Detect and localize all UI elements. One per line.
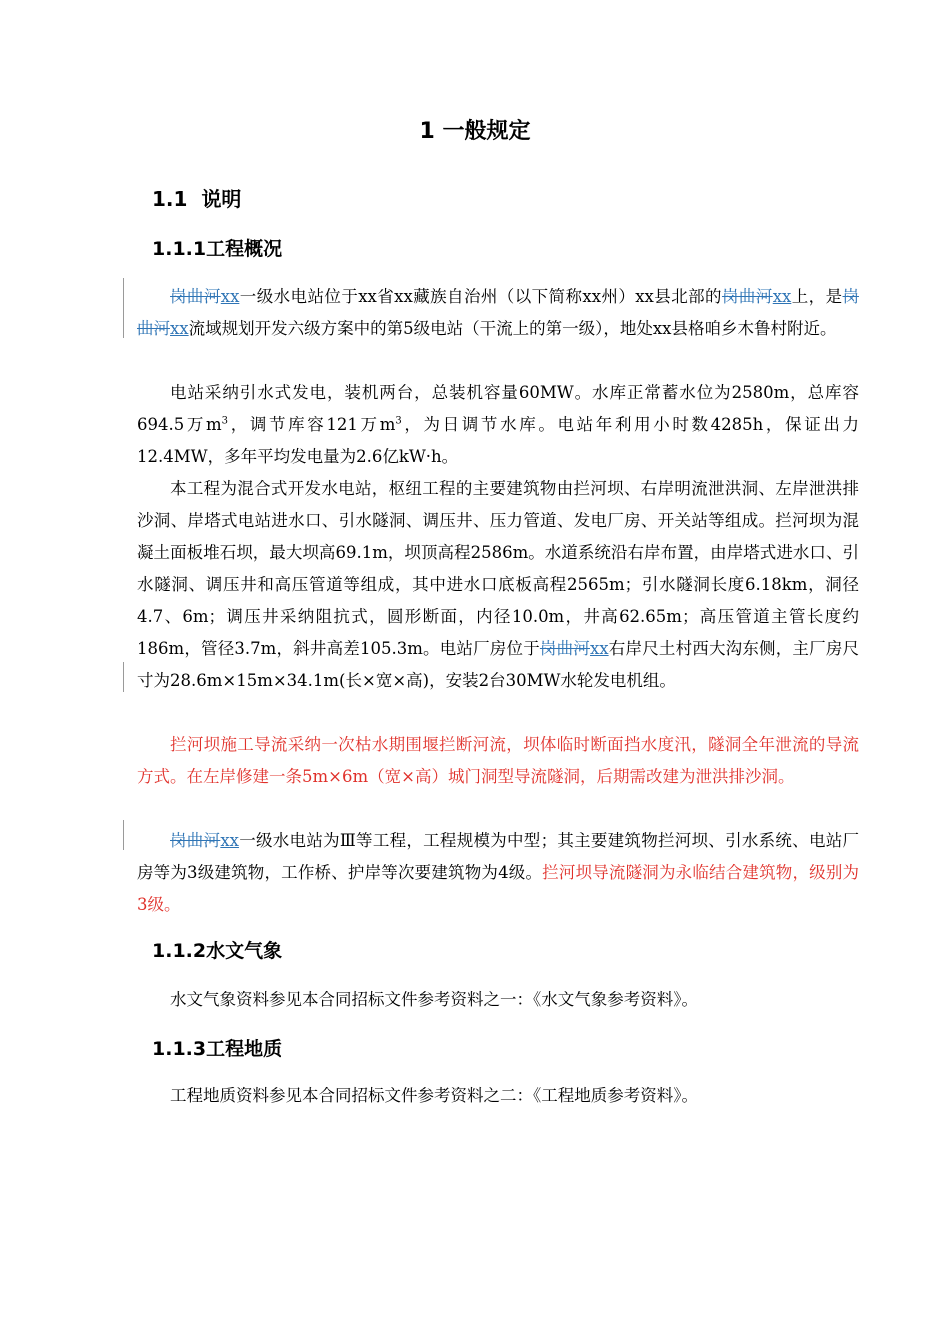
deleted-text: 岗曲河 <box>170 831 221 850</box>
inserted-text: xx <box>170 319 189 338</box>
deleted-text: 岗曲河 <box>170 287 221 306</box>
paragraph-overview-capacity: 电站采纳引水式发电，装机两台，总装机容量60MW。水库正常蓄水位为2580m，总库容694.5万$m^3$，调节库容121万$m^3$，为日调节水库。电站年利用小时数4285h，保证出力12.4MW，多年平均发电量为2.6亿kW·h。 <box>137 383 859 466</box>
subsection-heading-overview: 1.1.1工程概况 <box>152 238 283 260</box>
paragraph-overview-diversion: 拦河坝施工导流采纳一次枯水期围堰拦断河流，坝体临时断面挡水度汛，隧洞全年泄流的导流方式。在左岸修建一条5m×6m（宽×高）城门洞型导流隧洞，后期需改建为泄洪排沙洞。 <box>137 735 859 786</box>
inserted-text: xx <box>589 639 609 658</box>
inserted-text: xx <box>220 831 239 850</box>
paragraph-overview-location: 岗曲河xx一级水电站位于xx省xx藏族自治州（以下简称xx州）xx县北部的岗曲河xx上，是岗曲河xx流域规划开发六级方案中的第5级电站（干流上的第一级），地处xx县格咱乡木鲁村附近。 <box>137 287 860 338</box>
inserted-text: xx <box>220 287 240 306</box>
change-bar <box>123 662 124 692</box>
deleted-text: 岗曲河 <box>539 639 590 658</box>
section-title: 说明 <box>201 187 242 211</box>
subsection-heading-geology: 1.1.3工程地质 <box>152 1038 283 1060</box>
section-number: 1.1 <box>152 187 188 211</box>
change-bar <box>123 278 124 338</box>
paragraph-hydrology: 水文气象资料参见本合同招标文件参考资料之一：《水文气象参考资料》。 <box>170 990 698 1009</box>
deleted-text: 岗曲河 <box>137 287 860 338</box>
chapter-heading: 1 一般规定 <box>419 119 531 144</box>
paragraph-overview-grade: 岗曲河xx一级水电站为Ⅲ等工程，工程规模为中型；其主要建筑物拦河坝、引水系统、电站厂房等为3级建筑物，工作桥、护岸等次要建筑物为4级。拦河坝导流隧洞为永临结合建筑物，级别为3级。 <box>137 831 860 914</box>
paragraph-geology: 工程地质资料参见本合同招标文件参考资料之二：《工程地质参考资料》。 <box>170 1086 698 1105</box>
paragraph-overview-structures: 本工程为混合式开发水电站，枢纽工程的主要建筑物由拦河坝、右岸明流泄洪洞、左岸泄洪排沙洞、岸塔式电站进水口、引水隧洞、调压井、压力管道、发电厂房、开关站等组成。拦河坝为混凝土面板堆石坝，最大坝高69.1m，坝顶高程2586m。水道系统沿右岸布置，由岸塔式进水口、引水隧洞、调压井和高压管道等组成，其中进水口底板高程2565m；引水隧洞长度6.18km，洞径4.7、6m；调压井采纳阻抗式，圆形断面，内径10.0m，井高62.65m；高压管道主管长度约186m，管径3.7m，斜井高差105.3m。电站厂房位于岗曲河xx右岸尺土村西大沟东侧，主厂房尺寸为28.6m×15m×34.1m(长×宽×高)，安装2台30MW水轮发电机组。 <box>137 479 860 690</box>
section-heading <box>152 184 241 214</box>
subsection-heading-hydrology: 1.1.2水文气象 <box>152 940 283 962</box>
deleted-text: 岗曲河 <box>721 287 773 306</box>
change-bar <box>123 820 124 850</box>
inserted-text: xx <box>772 287 792 306</box>
